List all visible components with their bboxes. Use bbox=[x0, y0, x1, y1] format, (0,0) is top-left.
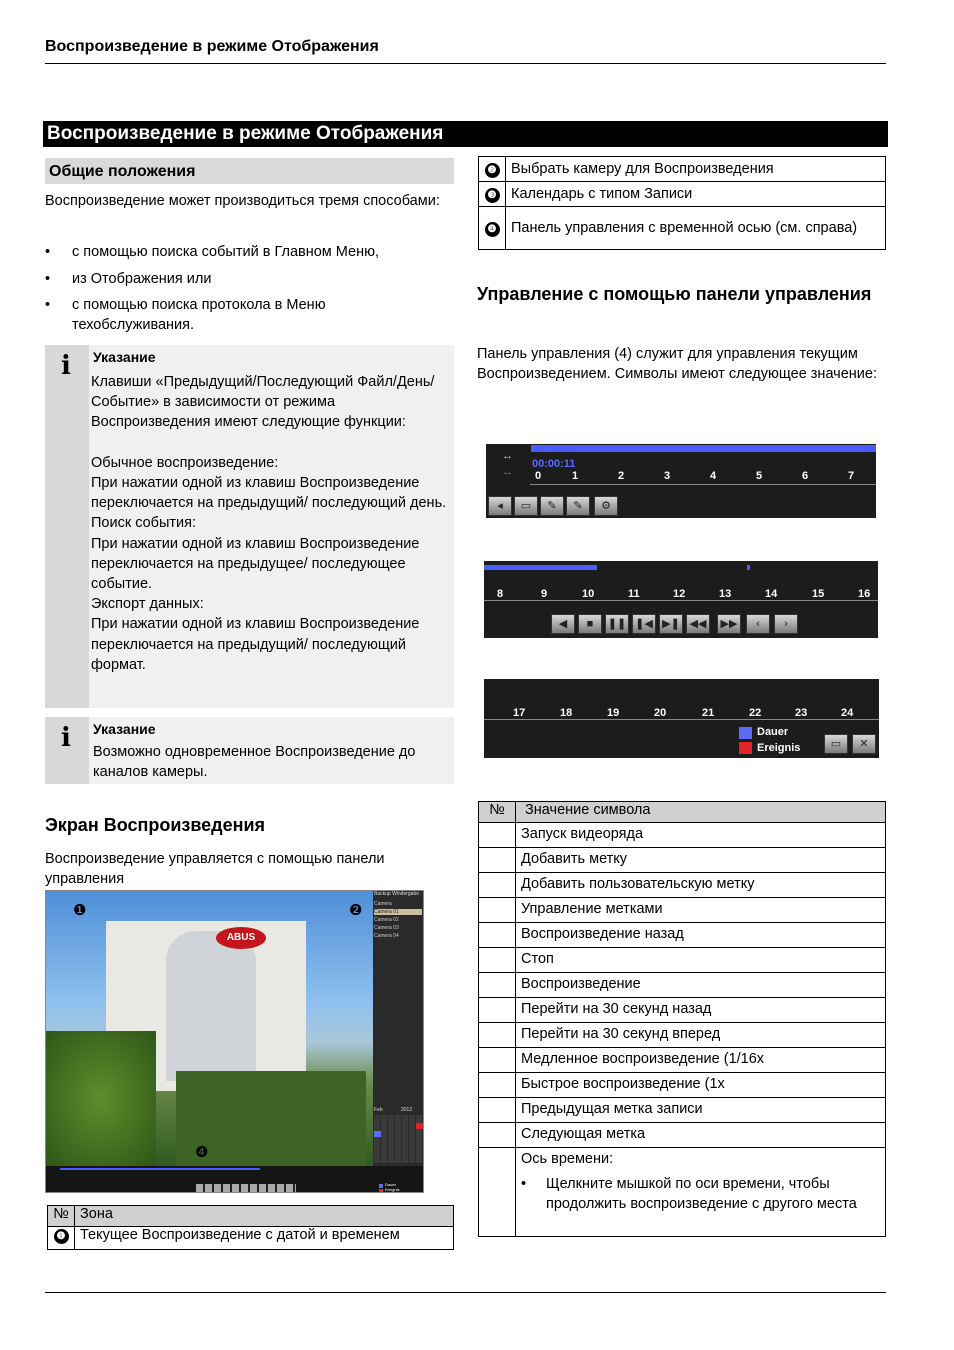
row-text bbox=[516, 1148, 886, 1237]
table-row bbox=[479, 157, 886, 182]
settings-icon[interactable]: ⚙ bbox=[594, 496, 618, 516]
table-row bbox=[479, 1123, 886, 1148]
col-header-meaning: Значение символа bbox=[516, 802, 886, 823]
tick-label: 13 bbox=[719, 588, 732, 600]
tick-label: 17 bbox=[513, 707, 526, 719]
play-reverse-icon[interactable]: ◀ bbox=[551, 614, 575, 634]
timeline-bar[interactable] bbox=[484, 565, 597, 570]
timeline-bar[interactable] bbox=[531, 445, 876, 452]
control-text: Панель управления (4) служит для управления текущим Воспроизведением. Символы имеют следующее значение: bbox=[477, 346, 878, 382]
row-text: Запуск видеоряда bbox=[516, 823, 886, 848]
tick-label: 3 bbox=[664, 470, 671, 482]
row-text: Следующая метка bbox=[516, 1123, 886, 1148]
zone-table-continued bbox=[478, 156, 886, 250]
note-1-title: Указание bbox=[93, 349, 156, 365]
table-row bbox=[479, 1023, 886, 1048]
tick-label: 5 bbox=[756, 470, 763, 482]
tick-label: 7 bbox=[848, 470, 855, 482]
tick-label: 6 bbox=[802, 470, 809, 482]
marker-4: ❹ bbox=[195, 1144, 209, 1161]
tick-label: 21 bbox=[702, 707, 715, 719]
zone-table bbox=[47, 1205, 454, 1250]
stop-icon[interactable]: ■ bbox=[578, 614, 602, 634]
video-view bbox=[46, 891, 373, 1166]
control-panel-2[interactable] bbox=[484, 561, 878, 638]
slow-icon[interactable]: ◀◀ bbox=[686, 614, 710, 634]
row-text: Стоп bbox=[516, 948, 886, 973]
timeline-axis[interactable] bbox=[484, 600, 878, 601]
tick-label: 23 bbox=[795, 707, 808, 719]
previous-tag-icon[interactable]: ‹ bbox=[746, 614, 770, 634]
sidebar-title: Backup Windergabe bbox=[374, 891, 420, 897]
bullet-3: • с помощью поиска протокола в Меню техобслуживания. bbox=[72, 295, 392, 335]
legend-ereignis-swatch bbox=[739, 742, 752, 754]
zoom-out-icon[interactable]: ↔ bbox=[502, 466, 513, 478]
row-text: Текущее Воспроизведение с датой и временем bbox=[75, 1227, 454, 1250]
row-text: Быстрое воспроизведение (1x bbox=[516, 1073, 886, 1098]
timeline-axis[interactable] bbox=[530, 484, 876, 485]
camera-item[interactable]: Camera 02 bbox=[374, 917, 399, 923]
table-row bbox=[479, 998, 886, 1023]
table-row bbox=[479, 848, 886, 873]
note-2 bbox=[45, 717, 454, 784]
tick-label: 9 bbox=[541, 588, 548, 600]
tick-label: 18 bbox=[560, 707, 573, 719]
control-panel-3[interactable] bbox=[484, 679, 879, 758]
table-row bbox=[479, 948, 886, 973]
table-header bbox=[479, 802, 886, 823]
next-tag-icon[interactable]: › bbox=[774, 614, 798, 634]
row-text: Панель управления с временной осью (см. справа) bbox=[506, 207, 886, 250]
timeline-axis[interactable] bbox=[484, 719, 879, 720]
playback-screenshot bbox=[45, 890, 424, 1193]
row-text: Перейти на 30 секунд назад bbox=[516, 998, 886, 1023]
row-text: Календарь с типом Записи bbox=[506, 182, 886, 207]
screen-intro: Воспроизведение управляется с помощью панели управления bbox=[45, 851, 385, 887]
table-header bbox=[48, 1206, 454, 1227]
screen-title: Экран Воспроизведения bbox=[45, 815, 266, 835]
row-text: Управление метками bbox=[516, 898, 886, 923]
note-1 bbox=[45, 345, 454, 708]
tick-label: 16 bbox=[858, 588, 871, 600]
info-icon: i bbox=[45, 345, 89, 708]
tick-label: 14 bbox=[765, 588, 778, 600]
abus-logo: ABUS bbox=[216, 927, 266, 949]
row-text: Медленное воспроизведение (1/16x bbox=[516, 1048, 886, 1073]
row-text: Добавить метку bbox=[516, 848, 886, 873]
camera-sidebar[interactable] bbox=[373, 891, 424, 1166]
minimize-icon[interactable]: ▭ bbox=[824, 734, 848, 754]
header-rule bbox=[45, 63, 886, 64]
row-text: Перейти на 30 секунд вперед bbox=[516, 1023, 886, 1048]
col-header-number: № bbox=[479, 802, 516, 823]
tree bbox=[46, 1031, 156, 1166]
row-text: Выбрать камеру для Воспроизведения bbox=[506, 157, 886, 182]
row-text: Добавить пользовательскую метку bbox=[516, 873, 886, 898]
note-1-text: Клавиши «Предыдущий/Последующий Файл/День/Событие» в зависимости от режима Воспроизведения имеют следующие функции: Обычное воспроизведение: При нажатии одной из клавиш Воспроизведение переключается на предыдущий/ последующий день. Поиск события: При нажатии одной из клавиш Воспроизведение переключается на предыдущее/ последующее событие. Экспорт данных: При нажатии одной из клавиш Воспроизведение переключается на предыдущий/ последующий формат. bbox=[91, 374, 447, 673]
close-icon[interactable]: ✕ bbox=[852, 734, 876, 754]
row-number: ❸ bbox=[479, 182, 506, 207]
custom-tag-icon[interactable]: ✎ bbox=[540, 496, 564, 516]
mini-legend-dauer bbox=[379, 1184, 383, 1188]
timeline-marker[interactable] bbox=[747, 565, 750, 570]
row-number: ❹ bbox=[479, 207, 506, 250]
tick-label: 4 bbox=[710, 470, 717, 482]
tick-label: 20 bbox=[654, 707, 667, 719]
tick-label: 0 bbox=[535, 470, 542, 482]
bullet-2: • из Отображения или bbox=[72, 269, 452, 289]
tick-label: 2 bbox=[618, 470, 625, 482]
table-row bbox=[479, 1148, 886, 1237]
mini-timeline[interactable] bbox=[60, 1168, 260, 1170]
table-row bbox=[48, 1227, 454, 1250]
table-row bbox=[479, 207, 886, 250]
video-clip-icon[interactable]: ◂ bbox=[488, 496, 512, 516]
table-row bbox=[479, 898, 886, 923]
tick-label: 8 bbox=[497, 588, 504, 600]
table-row bbox=[479, 973, 886, 998]
forward-30s-icon[interactable]: ▶❚ bbox=[659, 614, 683, 634]
table-row bbox=[479, 1048, 886, 1073]
note-2-title: Указание bbox=[93, 721, 156, 737]
col-header-zone: Зона bbox=[75, 1206, 454, 1227]
camera-item[interactable]: Camera 04 bbox=[374, 933, 399, 939]
legend-ereignis-label: Ereignis bbox=[757, 742, 801, 754]
camera-item[interactable]: Camera bbox=[374, 901, 392, 907]
control-title: Управление с помощью панели управления bbox=[477, 284, 872, 304]
tick-label: 11 bbox=[628, 588, 640, 600]
calendar-year[interactable]: 2012 bbox=[401, 1107, 413, 1113]
mini-legend-ereignis-label: Ereignis bbox=[385, 1187, 400, 1192]
timeline-row-bullet: • Щелкните мышкой по оси времени, чтобы продолжить воспроизведение с другого места bbox=[521, 1176, 857, 1212]
pause-icon[interactable]: ❚❚ bbox=[605, 614, 629, 634]
legend-dauer-swatch bbox=[739, 727, 752, 739]
mini-buttons[interactable] bbox=[196, 1184, 296, 1192]
footer-rule bbox=[45, 1292, 886, 1293]
mini-legend-dauer-label: Dauer bbox=[385, 1182, 396, 1187]
running-header: Воспроизведение в режиме Отображения bbox=[45, 38, 379, 55]
marker-2: ❷ bbox=[349, 902, 363, 919]
general-intro: Воспроизведение может производиться тремя способами: bbox=[45, 193, 440, 209]
timeline-row-title: Ось времени: bbox=[521, 1151, 614, 1167]
back-30s-icon[interactable]: ❚◀ bbox=[632, 614, 656, 634]
building-tower bbox=[166, 931, 256, 1081]
tick-label: 19 bbox=[607, 707, 620, 719]
camera-item[interactable]: Camera 03 bbox=[374, 925, 399, 931]
add-tag-icon[interactable]: ▭ bbox=[514, 496, 538, 516]
row-text: Воспроизведение bbox=[516, 973, 886, 998]
tick-label: 10 bbox=[582, 588, 595, 600]
legend-dauer-label: Dauer bbox=[757, 726, 789, 738]
record-day[interactable] bbox=[374, 1131, 381, 1137]
marker-1: ❶ bbox=[73, 902, 87, 919]
note-2-text: Возможно одновременное Воспроизведение до каналов камеры. bbox=[93, 744, 416, 781]
row-number: ❶ bbox=[48, 1227, 75, 1250]
tick-label: 15 bbox=[812, 588, 825, 600]
table-row bbox=[479, 182, 886, 207]
mini-legend-ereignis bbox=[379, 1189, 383, 1193]
camera-item[interactable]: Camera 01 bbox=[374, 909, 422, 915]
zoom-icon[interactable]: ↔ bbox=[502, 450, 513, 462]
tick-label: 24 bbox=[841, 707, 854, 719]
calendar-month[interactable]: Feb bbox=[374, 1107, 383, 1113]
col-header-number: № bbox=[48, 1206, 75, 1227]
time-display: 00:00:11 bbox=[532, 458, 576, 470]
tick-label: 22 bbox=[749, 707, 762, 719]
row-text: Предыдущая метка записи bbox=[516, 1098, 886, 1123]
table-row bbox=[479, 873, 886, 898]
row-number: ❷ bbox=[479, 157, 506, 182]
tick-label: 12 bbox=[673, 588, 686, 600]
control-panel-1[interactable] bbox=[486, 444, 876, 518]
symbol-table bbox=[478, 801, 886, 1237]
tag-manage-icon[interactable]: ✎ bbox=[566, 496, 590, 516]
table-row bbox=[479, 1073, 886, 1098]
section-title: Воспроизведение в режиме Отображения bbox=[43, 121, 888, 147]
info-icon: i bbox=[45, 717, 89, 784]
row-text: Воспроизведение назад bbox=[516, 923, 886, 948]
tick-label: 1 bbox=[572, 470, 579, 482]
table-row bbox=[479, 1098, 886, 1123]
mini-control-bar[interactable] bbox=[46, 1166, 424, 1193]
bullet-1: • с помощью поиска событий в Главном Меню, bbox=[72, 242, 452, 262]
table-row bbox=[479, 923, 886, 948]
event-day[interactable] bbox=[416, 1123, 423, 1129]
general-title: Общие положения bbox=[45, 158, 454, 184]
table-row bbox=[479, 823, 886, 848]
fast-icon[interactable]: ▶▶ bbox=[717, 614, 741, 634]
